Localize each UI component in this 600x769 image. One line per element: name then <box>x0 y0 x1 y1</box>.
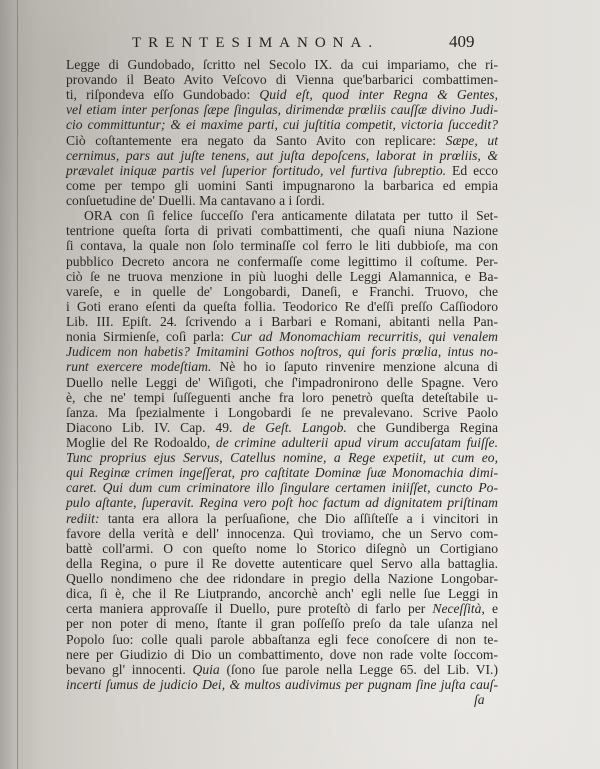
text-line-content <box>66 269 498 284</box>
text-line <box>66 148 498 163</box>
text-line <box>66 405 498 420</box>
text-segment: pubblico Decreto ancora ne confermaſſe come legittimo il coſtume. Per- <box>66 253 498 269</box>
text-line-content <box>66 511 498 526</box>
text-line-content <box>66 238 498 253</box>
text-segment: tanta era allora la perſuaſione, che Dio aſſiſteſſe a i vincitori in <box>99 510 498 526</box>
text-line-content <box>66 601 498 616</box>
text-line <box>66 541 498 556</box>
italic-text-segment: prævalet iniquæ partis vel ſuperior fortitudo, vel furtiva ſubreptio. <box>66 162 447 178</box>
text-line-content <box>66 375 498 390</box>
text-segment: Moglie del Re Rodoaldo, <box>66 435 216 450</box>
text-segment: vareſe, e in quelle de' Longobardi, Daneſi, e Franchi. Truovo, che <box>66 283 498 299</box>
text-segment: conſuetudine de' Duelli. Ma cantavano a i ſordi. <box>66 193 325 209</box>
text-line-content <box>66 344 498 359</box>
text-line <box>66 556 498 571</box>
italic-text-segment: Judicem non habetis? Imitamini Gothos noſtros, qui foris prœlia, intus no- <box>66 344 498 360</box>
text-segment: Popolo ſuo: colle quali parole abbaſtanza egli fece conoſcere di non te- <box>66 631 498 647</box>
text-line-content <box>66 223 498 238</box>
italic-text-segment: incerti ſumus de judicio Dei, & multos audivimus per pugnam ſine juſta cauſ- <box>66 676 498 692</box>
italic-text-segment: rediit: <box>66 510 100 526</box>
catchword: ſa <box>474 692 485 707</box>
text-line <box>66 662 498 677</box>
text-line <box>66 87 498 102</box>
text-line-content <box>66 72 498 87</box>
text-line-content <box>66 254 498 269</box>
text-segment: ſanza. Ma ſpezialmente i Longobardi ſe ne prevalevano. Scrive Paolo <box>66 404 498 420</box>
text-line <box>66 314 498 329</box>
text-line <box>66 133 498 148</box>
text-line-content <box>66 57 498 72</box>
text-line <box>66 480 498 495</box>
text-line-content <box>66 314 498 329</box>
text-segment: ſi contava, la quale non ſolo terminaſſe col ferro le liti dubbioſe, ma con <box>66 238 498 254</box>
text-line <box>66 284 498 299</box>
italic-text-segment: caret. Qui dum cum criminatore illo ſingulare certamen iniiſſet, cuncto Po- <box>66 480 498 496</box>
text-line <box>66 72 498 87</box>
text-segment: provando il Beato Avito Veſcovo di Vienna que'barbarici combattimen- <box>66 72 498 88</box>
text-segment: Duello nelle Leggi de' Wiſigoti, che ſ'impadronirono delle Spagne. Vero <box>66 374 498 390</box>
text-line <box>66 390 498 405</box>
italic-text-segment: cernimus, pars aut juſte tenens, aut juſta depoſcens, laborat in prœliis, & <box>66 147 498 163</box>
text-line <box>66 526 498 541</box>
text-segment: ORA con ſì felice ſucceſſo ſ'era anticamente dilatata per tutto il Set- <box>84 208 498 224</box>
text-line <box>66 495 498 510</box>
text-line-content <box>66 133 498 148</box>
text-line-content <box>66 556 498 571</box>
text-segment: Nè ho io ſaputo rinvenire menzione alcuna di <box>211 359 498 375</box>
text-segment: Ciò coſtantemente era negato da Santo Avito con replicare: <box>66 132 446 148</box>
italic-text-segment: runt exercere modeſtiam. <box>66 359 212 375</box>
text-segment: Diacono Lib. IV. Cap. 49. <box>66 419 243 435</box>
italic-text-segment: vel etiam inter perſonas ſæpe ſingulas, dirimendæ prœliis cauſſæ divino Judi- <box>66 102 498 118</box>
text-segment: Lib. III. Epiſt. 24. ſcrivendo a i Barbari e Romani, abitanti nella Pan- <box>66 314 498 330</box>
text-segment: Legge di Gundobado, ſcritto nel Secolo IX. da cui impariamo, che ri- <box>66 57 498 72</box>
text-line <box>66 163 498 178</box>
text-line <box>66 375 498 390</box>
text-segment: nonia Sirmienſe, coſì parla: <box>66 329 231 345</box>
text-segment: come per tempo gli uomini Santi impugnarono la barbarica ed empia <box>66 177 498 193</box>
text-line-content <box>66 435 498 450</box>
text-line <box>66 571 498 586</box>
text-line <box>66 299 498 314</box>
text-line <box>66 632 498 647</box>
text-segment: della Regina, o pure il Re dovette autenticare quel Servo alla battaglia. <box>66 555 498 571</box>
text-line <box>66 601 498 616</box>
text-line-content <box>66 148 498 163</box>
italic-text-segment: de Geſt. Langob. <box>242 419 347 435</box>
text-line-content <box>66 390 498 405</box>
text-segment: è, che ne' tempi ſuſſeguenti anche fra loro penetrò queſta deteſtabile u- <box>66 389 498 405</box>
text-segment: per non poter di meno, ſtante il gran poſſeſſo preſo da tale uſanza nel <box>66 616 498 632</box>
text-line-content <box>66 632 498 647</box>
italic-text-segment: cio committuntur; & ei maxime parti, cui juſtitia competit, victoria ſuccedit? <box>66 117 498 133</box>
text-line-content <box>66 420 498 435</box>
italic-text-segment: Quia <box>192 661 220 677</box>
text-line <box>66 359 498 374</box>
text-segment: Quello nondimeno che dee ridondare in pregio della Nazione Longobar- <box>66 571 498 587</box>
text-line-content <box>66 677 498 692</box>
italic-text-segment: Sæpe, ut <box>445 132 498 148</box>
italic-text-segment: pulo aſtante, ſuperavit. Regina vero poſt hoc factum ad dignitatem priſtinam <box>66 495 498 511</box>
text-line-content <box>66 359 498 374</box>
running-head: TRENTESIMANONA. <box>132 35 380 51</box>
text-line <box>66 511 498 526</box>
text-segment: che Gundiberga Regina <box>346 419 498 435</box>
text-segment: dica, ſi è, che il Re Liutprando, ancorchè anch' egli nelle ſue Leggi in <box>66 586 498 602</box>
text-segment: ciò ſe ne truova menzione in più luoghi delle Leggi Alamannica, e Ba- <box>66 268 498 284</box>
text-segment: favore della verità e dell' innocenza. Quì troviamo, che un Servo com- <box>66 525 498 541</box>
text-line <box>66 586 498 601</box>
text-line-content <box>66 450 498 465</box>
text-line <box>66 435 498 450</box>
text-line-content <box>66 647 498 662</box>
text-line <box>66 102 498 117</box>
text-line <box>66 420 498 435</box>
text-line <box>66 238 498 253</box>
text-line-content <box>66 571 498 586</box>
text-line <box>66 647 498 662</box>
text-segment: Ed ecco <box>446 162 498 178</box>
text-segment: certa maniera approvaſſe il Duello, pure proteſtò di farlo per <box>66 601 433 617</box>
italic-text-segment: Tunc proprius ejus Servus, Catellus nomine, a Rege expetiit, ut cum eo, <box>66 450 498 466</box>
text-segment: ti, riſpondeva eſſo Gundobado: <box>66 87 260 103</box>
text-line-content <box>66 102 498 117</box>
text-line <box>66 329 498 344</box>
text-line <box>66 223 498 238</box>
text-segment: (ſono ſue parole nella Legge 65. del Lib. VI.) <box>219 661 498 677</box>
text-line-content <box>66 299 498 314</box>
text-line-content <box>66 87 498 102</box>
text-segment: bevano gl' innocenti. <box>66 661 193 677</box>
text-line <box>84 208 498 223</box>
text-line <box>66 178 498 193</box>
text-line <box>66 193 325 208</box>
italic-text-segment: Quid eſt, quod inter Regna & Gentes, <box>259 87 498 103</box>
text-segment: nere per Giudizio di Dio un combattimento, dove non rade volte ſoccom- <box>66 646 498 662</box>
text-line <box>66 616 498 631</box>
italic-text-segment: qui Reginæ crimen ingeſſerat, pro caſtitate Dominæ ſuæ Monomachia dimi- <box>66 465 498 481</box>
text-line <box>66 117 498 132</box>
text-line <box>66 269 498 284</box>
text-line <box>66 254 498 269</box>
text-line-content <box>66 541 498 556</box>
text-segment: tentrione queſta ſorta di privati combattimenti, che quaſi niuna Nazione <box>66 223 498 239</box>
italic-text-segment: de crimine adulterii apud virum accuſatam fuiſſe. <box>215 435 498 450</box>
text-line-content <box>66 616 498 631</box>
text-segment: , e <box>481 601 498 617</box>
text-line-content <box>66 586 498 601</box>
text-line <box>66 465 498 480</box>
text-line-content <box>66 405 498 420</box>
text-line-content <box>66 465 498 480</box>
text-line-content <box>66 178 498 193</box>
text-line-content <box>66 495 498 510</box>
text-segment: i Goti erano eſenti da queſta follia. Teodorico Re d'eſſi preſſo Caſſiodoro <box>66 298 498 314</box>
text-line-content <box>66 329 498 344</box>
text-line <box>66 677 498 692</box>
text-line-content <box>66 117 498 132</box>
text-line-content <box>66 526 498 541</box>
text-line-content <box>84 208 498 223</box>
text-line-content <box>66 480 498 495</box>
text-line-content <box>66 284 498 299</box>
text-line-content <box>66 193 325 208</box>
text-line-content <box>66 662 498 677</box>
page-number: 409 <box>449 32 475 51</box>
text-line <box>66 450 498 465</box>
italic-text-segment: Cur ad Monomachiam recurritis, qui venalem <box>230 329 498 345</box>
text-line <box>66 57 498 72</box>
text-segment: battè coll'armi. O con queſto nome lo Storico diſegnò un Cortigiano <box>66 540 498 556</box>
text-line <box>66 344 498 359</box>
italic-text-segment: Neceſſità <box>432 601 482 617</box>
text-line-content <box>66 163 498 178</box>
